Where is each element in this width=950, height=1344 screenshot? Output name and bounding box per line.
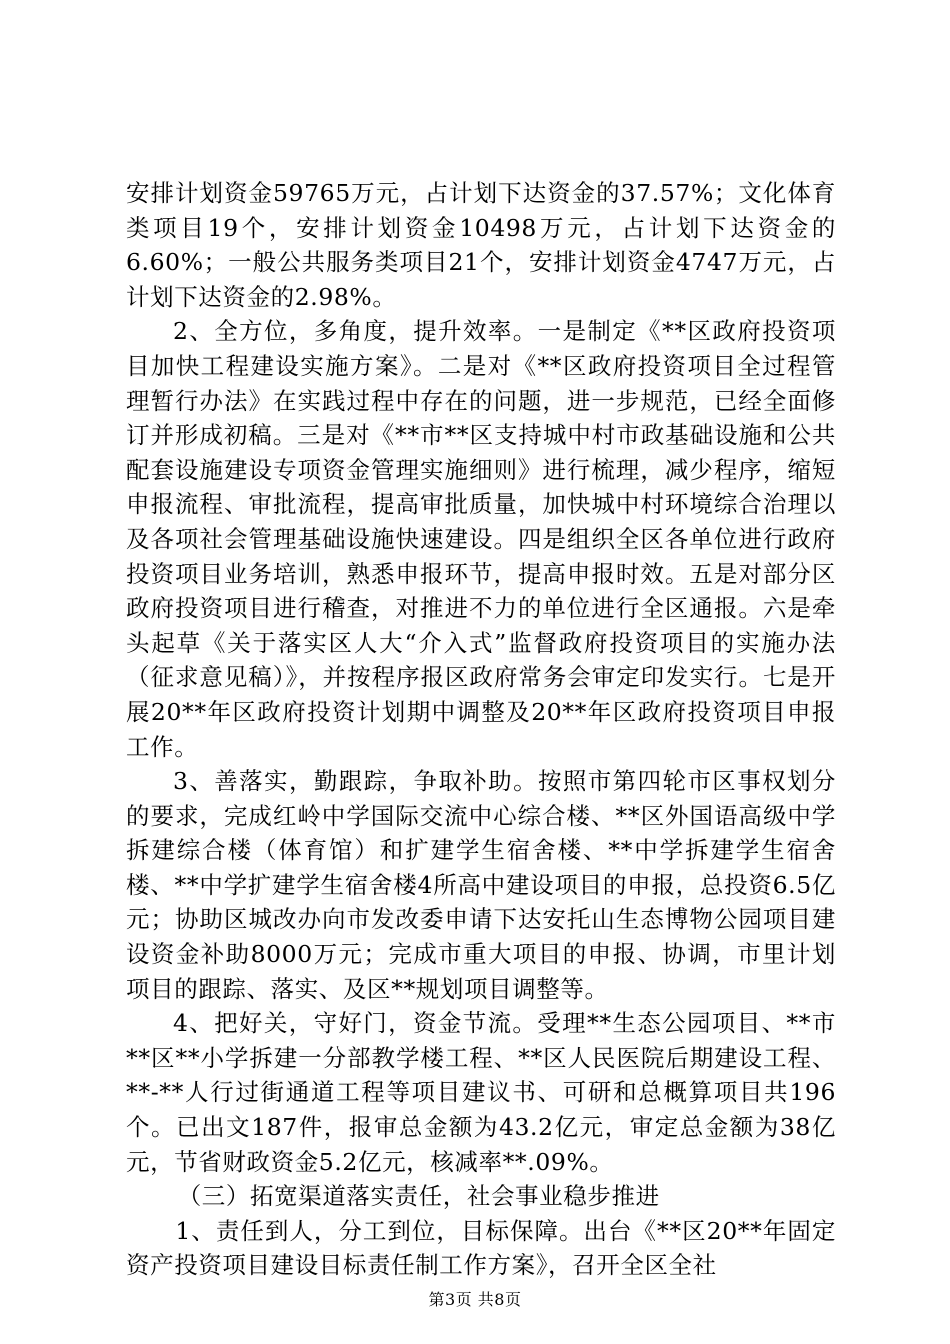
page-number: 第3页 共8页: [428, 1290, 522, 1309]
paragraph-fund-saving: 4、把好关，守好门，资金节流。受理**生态公园项目、**市**区**小学拆建一分部教学楼工程、**区人民医院后期建设工程、**-**人行过街通道工程等项目建议书、可研和总概算项目共196个。已出文187件，报审总金额为43.2亿元，审定总金额为38亿元，节省财政资金5.2亿元，核减率**.09%。: [126, 1009, 836, 1176]
paragraph-responsibility: 1、责任到人，分工到位，目标保障。出台《**区20**年固定资产投资项目建设目标责任制工作方案》，召开全区全社: [126, 1216, 836, 1280]
paragraph-subsidy: 3、善落实，勤跟踪，争取补助。按照市第四轮市区事权划分的要求，完成红岭中学国际交流中心综合楼、**区外国语高级中学拆建综合楼（体育馆）和扩建学生宿舍楼、**中学拆建学生宿舍楼、**中学扩建学生宿舍楼4所高中建设项目的申报，总投资6.5亿元；协助区城改办向市发改委申请下达安托山生态博物公园项目建设资金补助8000万元；完成市重大项目的申报、协调，市里计划项目的跟踪、落实、及区**规划项目调整等。: [126, 767, 836, 1003]
section-heading-three: （三）拓宽渠道落实责任，社会事业稳步推进: [177, 1182, 660, 1211]
paragraph-efficiency: 2、全方位，多角度，提升效率。一是制定《**区政府投资项目加快工程建设实施方案》。二是对《**区政府投资项目全过程管理暂行办法》在实践过程中存在的问题，进一步规范，已经全面修订并形成初稿。三是对《**市**区支持城中村市政基础设施和公共配套设施建设专项资金管理实施细则》进行梳理，减少程序，缩短申报流程、审批流程，提高审批质量，加快城中村环境综合治理以及各项社会管理基础设施快速建设。四是组织全区各单位进行政府投资项目业务培训，熟悉申报环节，提高申报时效。五是对部分区政府投资项目进行稽查，对推进不力的单位进行全区通报。六是牵头起草《关于落实区人大“介入式”监督政府投资项目的实施办法（征求意见稿）》，并按程序报区政府常务会审定印发实行。七是开展20**年区政府投资计划期中调整及20**年区政府投资项目申报工作。: [126, 317, 836, 761]
page-footer: [0, 1290, 950, 1310]
document-body: [126, 176, 836, 1283]
paragraph-funding-continuation: 安排计划资金59765万元，占计划下达资金的37.57%；文化体育类项目19个，安排计划资金10498万元，占计划下达资金的6.60%；一般公共服务类项目21个，安排计划资金4747万元，占计划下达资金的2.98%。: [126, 179, 836, 311]
